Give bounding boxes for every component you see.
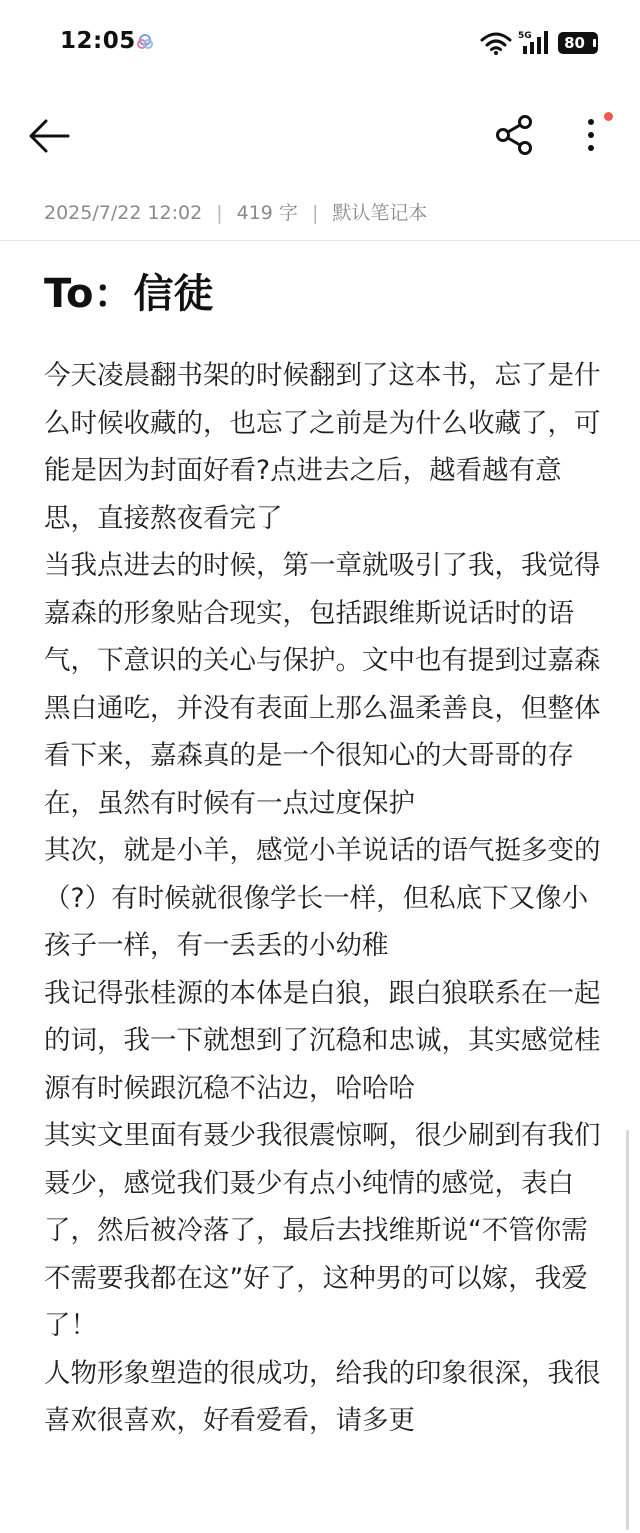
notification-app-icon: [136, 33, 154, 51]
arrow-left-icon: [24, 112, 74, 160]
share-button[interactable]: [494, 114, 536, 156]
cellular-signal-icon: [517, 29, 551, 55]
scrollbar[interactable]: [626, 1130, 629, 1530]
notification-dot: [604, 112, 613, 121]
status-bar: [0, 0, 640, 86]
back-button[interactable]: [24, 112, 74, 160]
note-title[interactable]: To：信徒: [44, 271, 214, 317]
battery-tip: [593, 39, 596, 47]
share-icon: [494, 114, 536, 156]
note-meta: [44, 198, 427, 225]
note-body[interactable]: 今天凌晨翻书架的时候翻到了这本书，忘了是什么时候收藏的，也忘了之前是为什么收藏了，可能是因为封面好看?点进去之后，越看越有意思，直接熬夜看完了 当我点进去的时候，第一章就吸引了我，我觉得嘉森的形象贴合现实，包括跟维斯说话时的语气，下意识的关心与保护。文中也有提到过嘉森黑白通吃，并没有表面上那么温柔善良，但整体看下来，嘉森真的是一个很知心的大哥哥的存在，虽然有时候有一点过度保护 其次，就是小羊，感觉小羊说话的语气挺多变的（?）有时候就很像学长一样，但私底下又像小孩子一样，有一丢丢的小幼稚 我记得张桂源的本体是白狼，跟白狼联系在一起的词，我一下就想到了沉稳和忠诚，其实感觉桂源有时候跟沉稳不沾边，哈哈哈 其实文里面有聂少我很震惊啊，很少刷到有我们聂少，感觉我们聂少有点小纯情的感觉，表白了，然后被冷落了，最后去找维斯说“不管你需不需要我都在这”好了，这种男的可以嫁，我爱了！ 人物形象塑造的很成功，给我的印象很深，我很喜欢很喜欢，好看爱看，请多更: [44, 360, 601, 1436]
note-datetime: 2025/7/22 12:02: [44, 202, 203, 224]
battery-icon: [558, 32, 598, 54]
divider: [0, 240, 640, 241]
wifi-icon: [480, 31, 512, 55]
battery-level: 80: [564, 34, 585, 52]
note-word-count: 419 字: [236, 202, 298, 224]
notebook-name[interactable]: 默认笔记本: [332, 202, 428, 224]
status-time: 12:05: [60, 28, 136, 54]
network-type-label: 5G: [518, 31, 532, 41]
meta-separator: |: [311, 202, 319, 224]
app-bar: [0, 100, 640, 172]
meta-separator: |: [216, 202, 223, 224]
